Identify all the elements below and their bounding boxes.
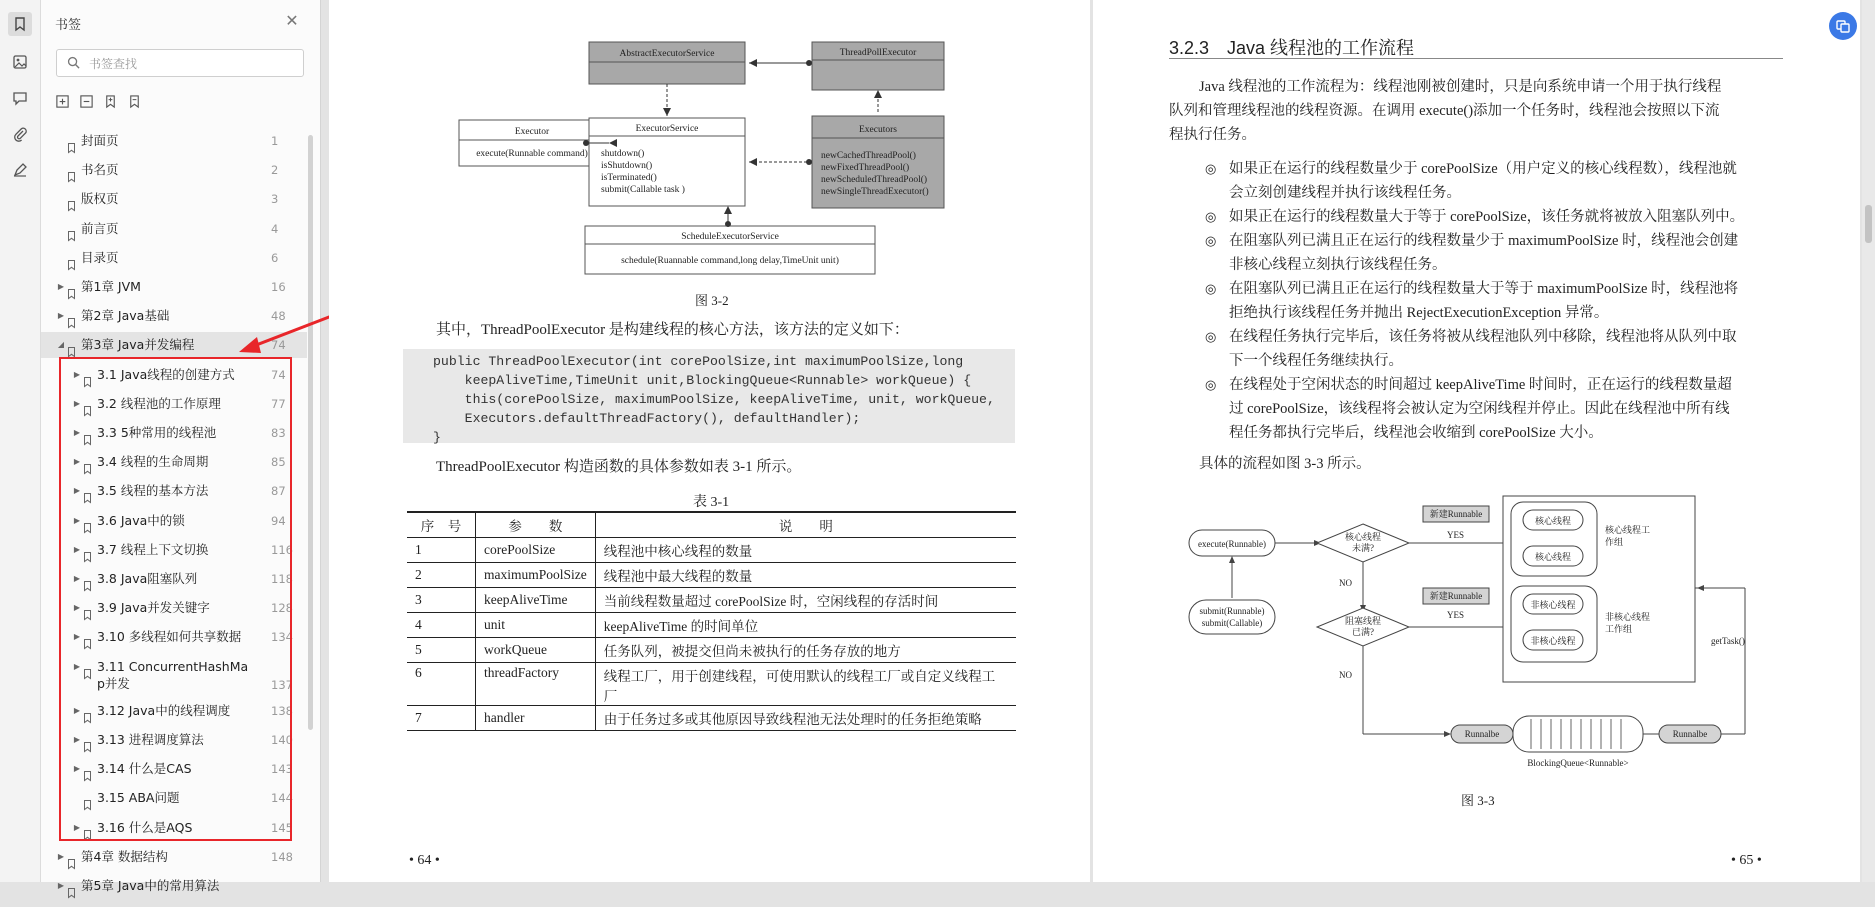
flow-core-group-1: 核心线程工 [1605,525,1651,535]
highlight-box [59,357,292,841]
bookmark-item-page: 87 [271,484,286,498]
diagram-executor-service: ExecutorService [635,124,699,134]
bullet-line: 过 corePoolSize，该线程将会被认定为空闲线程并停止。因此在线程池中所有线 [1229,401,1730,417]
expand-arrow-icon[interactable]: ▶ [73,764,81,773]
table-cell-seq: 6 [407,663,476,706]
bookmark-item-label: 3.2 线程池的工作原理 [97,396,221,411]
figure-caption-3-3: 图 3-3 [1461,793,1495,808]
left-paragraph-2: ThreadPoolExecutor 构造函数的具体参数如表 3-1 所示。 [436,459,802,475]
expand-arrow-icon[interactable]: ▶ [73,706,81,715]
bookmark-item-page: 143 [271,762,293,776]
expand-arrow-icon[interactable]: ▶ [73,823,81,832]
bookmark-item-label-line2: p并发 [97,676,130,691]
flow-core-thread-1: 核心线程 [1534,516,1572,526]
table-cell-param: unit [476,613,596,638]
bullet-line: 下一个线程任务继续执行。 [1229,353,1403,369]
flow-diagram [1187,490,1787,790]
bookmark-item-icon [68,340,75,350]
left-page-number: • 64 • [409,853,440,868]
table-cell-desc: 线程池中核心线程的数量 [595,538,1016,563]
attachment-icon[interactable] [8,122,32,146]
bookmark-item-icon [68,224,75,234]
flow-new-runnable-1: 新建Runnable [1429,509,1483,519]
bookmark-item-icon [68,881,75,891]
left-icon-rail [0,0,41,882]
expand-arrow-icon[interactable]: ▶ [57,311,65,320]
table-cell-param: keepAliveTime [476,588,596,613]
flow-runnable-left: Runnalbe [1464,729,1500,739]
bookmark-item-label: 版权页 [81,191,119,206]
bullet-item [1205,373,1805,445]
bookmark-item-page: 118 [271,572,293,586]
table-header-seq: 序 号 [407,512,476,538]
bookmark-item[interactable] [41,873,307,899]
bookmark-item[interactable] [41,157,307,183]
table-cell-desc: 线程池中最大线程的数量 [595,563,1016,588]
flow-core-thread-2: 核心线程 [1534,552,1572,562]
table-row [407,706,1016,731]
expand-arrow-icon[interactable]: ▶ [73,662,81,671]
bullet-line: 如果正在运行的线程数量少于 corePoolSize（用户定义的核心线程数），线程池就 [1229,161,1737,177]
expand-arrow-icon[interactable]: ▶ [73,516,81,525]
diagram-es-method-4: submit(Callable task ) [601,185,685,195]
diagram-executors-method-2: newFixedThreadPool() [821,163,910,173]
flow-block-q2: 已满? [1352,627,1374,637]
flow-noncore-thread-2: 非核心线程 [1530,636,1576,646]
bookmark-item-label: 第3章 Java并发编程 [81,337,195,352]
code-block [403,349,1015,443]
flow-core-q1: 核心线程 [1344,532,1382,542]
table-cell-desc: 任务队列，被提交但尚未被执行的任务存放的地方 [595,638,1016,663]
diagram-executors-method-3: newScheduledThreadPool() [821,175,928,185]
diagram-schedule-method: schedule(Ruannable command,long delay,TimeUnit unit) [621,256,839,266]
table-cell-seq: 5 [407,638,476,663]
bookmark-item-label: 3.13 进程调度算法 [97,732,204,747]
bookmark-item[interactable] [41,186,307,212]
left-paragraph-1: 其中，ThreadPoolExecutor 是构建线程的核心方法，该方法的定义如下： [436,322,909,338]
bullet-line: 在线程处于空闲状态的时间超过 keepAliveTime 时间时，正在运行的线程数量超 [1229,377,1732,393]
bullet-item [1205,157,1805,205]
flow-block-q1: 阻塞线程 [1344,616,1382,626]
bookmark-item-page: 116 [271,543,293,557]
bookmark-item-label: 3.15 ABA问题 [97,790,180,805]
bookmark-item-page: 85 [271,455,286,469]
bullet-line: 在线程任务执行完毕后，该任务将被从线程池队列中移除，线程池将从队列中取 [1229,329,1737,345]
bookmark-item[interactable] [41,128,307,154]
diagram-executors-method-4: newSingleThreadExecutor() [821,187,929,197]
expand-arrow-icon[interactable]: ▶ [73,399,81,408]
flow-new-runnable-2: 新建Runnable [1429,591,1483,601]
table-cell-param: threadFactory [476,663,596,706]
flow-execute: execute(Runnable) [1198,539,1266,549]
bookmark-item[interactable] [41,844,307,870]
bookmark-item-page: 148 [271,850,293,864]
bookmark-item-label: 3.7 线程上下文切换 [97,542,209,557]
expand-arrow-icon[interactable]: ▶ [73,632,81,641]
diagram-executor-method: execute(Runnable command) [476,149,588,159]
bookmark-item-label: 3.11 ConcurrentHashMa [97,659,249,674]
bookmark-item-page: 48 [271,309,286,323]
expand-arrow-icon[interactable]: ▶ [73,370,81,379]
bookmark-item-label: 目录页 [81,250,119,265]
bookmark-item-page: 77 [271,397,286,411]
translate-button[interactable] [1829,12,1857,40]
bullet-mark-icon: ◎ [1205,209,1217,224]
panel-title: 书签 [55,18,82,33]
table-row [407,613,1016,638]
expand-arrow-icon[interactable]: ▶ [73,428,81,437]
bookmark-item-label: 3.12 Java中的线程调度 [97,703,231,718]
bookmark-icon[interactable] [8,12,32,36]
expand-arrow-icon[interactable]: ▶ [73,735,81,744]
bookmark-item-label: 3.14 什么是CAS [97,761,192,776]
expand-arrow-icon[interactable]: ▶ [73,486,81,495]
diagram-thread-pool-executor: ThreadPollExecutor [839,48,917,58]
bookmark-item-label: 前言页 [81,221,119,236]
bullet-item [1205,229,1805,277]
bookmark-item-page: 16 [271,280,286,294]
bullet-mark-icon: ◎ [1205,161,1217,176]
figure-caption-3-2: 图 3-2 [695,293,729,308]
table-cell-seq: 1 [407,538,476,563]
flow-submit-2: submit(Callable) [1201,618,1263,628]
flow-core-q2: 未满? [1352,543,1374,553]
bookmark-item-page: 144 [271,791,293,805]
diagram-executors: Executors [859,125,897,135]
expand-arrow-icon[interactable]: ▶ [73,457,81,466]
table-cell-seq: 2 [407,563,476,588]
bookmark-item-label: 3.1 Java线程的创建方式 [97,367,235,382]
collapse-arrow-icon[interactable]: ◢ [57,340,65,349]
signature-icon[interactable] [8,158,32,182]
bookmark-item-page: 83 [271,426,286,440]
intro-line-1: Java 线程池的工作流程为：线程池刚被创建时，只是向系统申请一个用于执行线程 [1199,79,1722,95]
flow-core-group-2: 作组 [1605,537,1624,547]
table-cell-seq: 7 [407,706,476,731]
add-bookmark-icon[interactable] [101,92,119,110]
flow-queue-label: BlockingQueue<Runnable> [1527,758,1629,768]
code-line-3: this(corePoolSize, maximumPoolSize, keepAliveTime, unit, workQueue, [433,392,995,407]
table-cell-desc: 由于任务过多或其他原因导致线程池无法处理时的任务拒绝策略 [595,706,1016,731]
bookmark-item-page: 1 [271,134,279,148]
table-row [407,638,1016,663]
flow-get-task: getTask() [1711,636,1745,646]
bookmark-search-field[interactable] [56,49,304,77]
bookmark-item-label: 3.8 Java阻塞队列 [97,571,198,586]
bookmark-item-page: 137 [271,678,293,692]
collapse-all-icon[interactable] [77,92,95,110]
code-text [433,352,995,447]
expand-arrow-icon[interactable]: ▶ [73,545,81,554]
comment-icon[interactable] [8,86,32,110]
bookmark-item-label: 书名页 [81,162,119,177]
diagram-schedule-executor-service: ScheduleExecutorService [681,232,779,242]
translate-icon [1835,18,1851,34]
thumbnail-icon[interactable] [8,50,32,74]
bookmark-item-label: 3.10 多线程如何共享数据 [97,629,242,644]
bookmark-item-icon [68,194,75,204]
bookmark-item-label: 第2章 Java基础 [81,308,170,323]
bookmark-item[interactable] [41,274,307,300]
bullet-line: 程任务都执行完毕后，线程池会收缩到 corePoolSize 大小。 [1229,425,1603,441]
bookmark-item-page: 128 [271,601,293,615]
table-row [407,588,1016,613]
flow-no-1: NO [1339,578,1352,588]
expand-arrow-icon[interactable]: ▶ [57,881,65,890]
table-cell-param: maximumPoolSize [476,563,596,588]
bullet-mark-icon: ◎ [1205,329,1217,344]
bookmark-item-label: 3.5 线程的基本方法 [97,483,209,498]
table-cell-seq: 3 [407,588,476,613]
bookmark-item[interactable] [41,216,307,242]
expand-all-icon[interactable] [53,92,71,110]
bullet-line: 非核心线程立刻执行该线程任务。 [1229,257,1447,273]
flow-intro: 具体的流程如图 3-3 所示。 [1199,456,1371,472]
heading-rule [1169,58,1783,59]
bookmark-item-page: 2 [271,163,279,177]
table-cell-param: handler [476,706,596,731]
table-row [407,663,1016,706]
panel-scrollbar-thumb[interactable] [308,135,313,730]
bullet-item [1205,277,1805,325]
bookmark-item-page: 94 [271,514,286,528]
flow-no-2: NO [1339,670,1352,680]
table-cell-param: workQueue [476,638,596,663]
document-scrollbar-thumb[interactable] [1865,205,1872,243]
bookmark-item-page: 74 [271,368,286,382]
bookmark-item-icon [68,852,75,862]
flow-noncore-group-1: 非核心线程 [1605,612,1651,622]
bullet-mark-icon: ◎ [1205,377,1217,392]
flow-noncore-group-2: 工作组 [1605,624,1633,634]
flow-yes-1: YES [1447,530,1465,540]
bookmark-item-label: 第5章 Java中的常用算法 [81,878,220,893]
bookmark-outline-icon[interactable] [125,92,143,110]
bookmark-item-page: 74 [271,338,286,352]
bullet-line: 如果正在运行的线程数量大于等于 corePoolSize，该任务就将被放入阻塞队列中。 [1229,209,1745,225]
expand-arrow-icon[interactable]: ▶ [57,282,65,291]
intro-line-3: 程执行任务。 [1169,127,1256,143]
bookmark-item-icon [68,165,75,175]
code-line-2: keepAliveTime,TimeUnit unit,BlockingQueue<Runnable> workQueue) { [433,373,972,388]
close-icon[interactable]: ✕ [285,11,299,30]
parameter-table [407,511,1016,731]
diagram-es-method-3: isTerminated() [601,173,657,183]
bullet-line: 会立刻创建线程并执行该线程任务。 [1229,185,1461,201]
flow-yes-2: YES [1447,610,1465,620]
code-line-5: } [433,430,441,445]
bookmark-item-page: 4 [271,222,279,236]
bookmark-item-label: 封面页 [81,133,119,148]
bullet-line: 在阻塞队列已满且正在运行的线程数量少于 maximumPoolSize 时，线程池会创建 [1229,233,1739,249]
document-scrollbar[interactable] [1862,0,1875,882]
flow-noncore-thread-1: 非核心线程 [1530,600,1576,610]
bookmark-item-label: 第1章 JVM [81,279,141,294]
table-header-row [407,512,1016,538]
diagram-executors-method-1: newCachedThreadPool() [821,151,916,161]
bookmark-item-label: 3.16 什么是AQS [97,820,193,835]
diagram-abstract-executor-service: AbstractExecutorService [619,49,715,59]
bullet-line: 在阻塞队列已满且正在运行的线程数量大于等于 maximumPoolSize 时，线程池将 [1229,281,1739,297]
bookmark-item-page: 140 [271,733,293,747]
bookmark-item-page: 3 [271,192,279,206]
bookmark-item-page: 138 [271,704,293,718]
diagram-executor: Executor [514,127,550,137]
intro-line-2: 队列和管理线程池的线程资源。在调用 execute()添加一个任务时，线程池会按照以下流 [1169,103,1720,119]
table-cell-desc: 线程工厂，用于创建线程，可使用默认的线程工厂或自定义线程工厂 [595,663,1016,706]
table-cell-desc: keepAliveTime 的时间单位 [595,613,1016,638]
code-line-4: Executors.defaultThreadFactory(), defaultHandler); [433,411,861,426]
table-header-desc: 说 明 [595,512,1016,538]
bookmark-item[interactable] [41,245,307,271]
bookmark-item-label: 3.4 线程的生命周期 [97,454,209,469]
expand-arrow-icon[interactable]: ▶ [73,574,81,583]
search-icon [67,56,80,69]
bookmark-item-icon [68,311,75,321]
section-heading: 3.2.3 Java 线程池的工作流程 [1169,38,1415,58]
bookmark-search-input[interactable] [87,54,296,73]
bullet-mark-icon: ◎ [1205,233,1217,248]
class-diagram [459,38,949,278]
table-header-param: 参 数 [476,512,596,538]
bullet-item [1205,325,1805,373]
flow-runnable-right: Runnalbe [1672,729,1708,739]
bookmark-item-icon [68,136,75,146]
diagram-es-method-1: shutdown() [601,149,645,159]
bookmark-item-icon [68,282,75,292]
table-cell-desc: 当前线程数量超过 corePoolSize 时，空闲线程的存活时间 [595,588,1016,613]
bookmark-item-page: 134 [271,630,293,644]
diagram-es-method-2: isShutdown() [601,161,653,171]
bookmark-item-icon [68,253,75,263]
code-line-1: public ThreadPoolExecutor(int corePoolSize,int maximumPoolSize,long [433,354,964,369]
table-cell-param: corePoolSize [476,538,596,563]
expand-arrow-icon[interactable]: ▶ [57,852,65,861]
bookmark-item-page: 145 [271,821,293,835]
bookmark-item-label: 第4章 数据结构 [81,849,168,864]
bullet-line: 拒绝执行该线程任务并抛出 RejectExecutionException 异常。 [1229,305,1609,321]
right-page [1093,0,1860,882]
flow-submit-1: submit(Runnable) [1199,606,1265,616]
bookmark-item-page: 6 [271,251,279,265]
bookmark-item-label: 3.3 5种常用的线程池 [97,425,217,440]
expand-arrow-icon[interactable]: ▶ [73,603,81,612]
left-page [329,0,1090,882]
bookmark-item-label: 3.6 Java中的锁 [97,513,185,528]
bookmark-item-label: 3.9 Java并发关键字 [97,600,210,615]
table-caption: 表 3-1 [693,495,730,510]
table-cell-seq: 4 [407,613,476,638]
table-row [407,563,1016,588]
table-row [407,538,1016,563]
right-page-number: • 65 • [1731,853,1762,868]
bullet-mark-icon: ◎ [1205,281,1217,296]
bullet-item [1205,205,1805,229]
